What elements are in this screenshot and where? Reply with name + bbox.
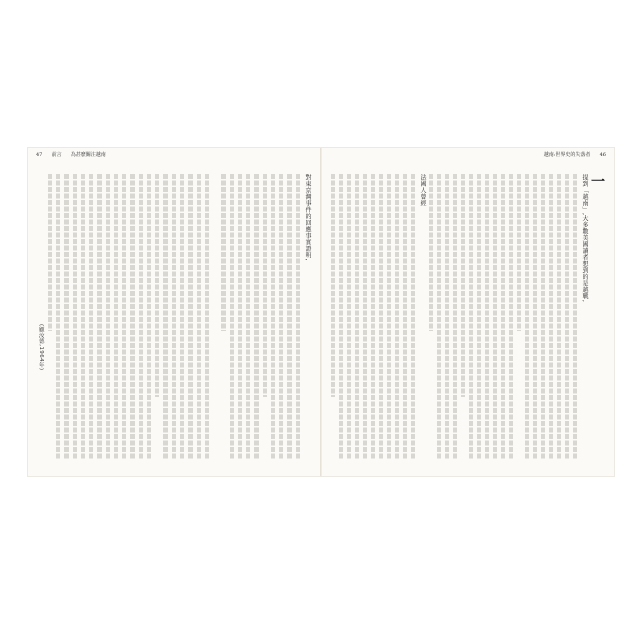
left-paragraph-1-start: 對東京灣事件的回應事實證明,: [304, 174, 311, 261]
text-line: [263, 174, 267, 397]
text-line: [188, 174, 192, 460]
text-line: [485, 174, 489, 460]
text-line: [429, 174, 433, 331]
text-line: [279, 174, 283, 460]
text-line: [493, 174, 497, 460]
left-running-head: [36, 152, 106, 158]
text-line: [509, 174, 513, 460]
text-line: [525, 174, 529, 460]
text-line: [114, 174, 118, 460]
text-line: [557, 174, 561, 460]
text-line: [246, 174, 250, 460]
text-line: [573, 174, 577, 460]
text-line: [139, 174, 143, 460]
text-line: [172, 174, 176, 460]
right-page: [321, 148, 614, 476]
right-running-head: [544, 152, 606, 158]
left-body-text: [38, 174, 310, 460]
text-line: [533, 174, 537, 460]
text-line: [89, 174, 93, 460]
text-line: [355, 174, 359, 460]
text-line: [230, 174, 234, 460]
text-line: [395, 174, 399, 460]
right-page-number: 46: [599, 152, 606, 158]
text-line: [296, 174, 300, 460]
text-line: [379, 174, 383, 460]
text-line: [461, 174, 465, 397]
text-line: [73, 174, 77, 460]
left-header-section: 前言: [51, 152, 62, 158]
right-body-text: [331, 174, 603, 460]
text-line: [371, 174, 375, 460]
text-line: [254, 174, 258, 460]
text-line: [81, 174, 85, 460]
text-line: [180, 174, 184, 460]
text-line: [469, 174, 473, 460]
text-line: [501, 174, 505, 460]
section-marker: 一: [589, 174, 605, 188]
text-line: [221, 174, 225, 331]
left-page-number: 47: [36, 152, 43, 158]
text-line: [271, 174, 275, 460]
left-page: [28, 148, 321, 476]
text-line: [130, 174, 134, 460]
text-line: [48, 174, 52, 331]
text-line: [453, 174, 457, 460]
text-line: [565, 174, 569, 460]
right-paragraph-1-start: 提到「越南」,大多數美國讀者想到的是越戰,: [581, 174, 588, 303]
right-header-title: 越南:世界史的失落者: [543, 152, 591, 158]
text-line: [106, 174, 110, 460]
text-line: [197, 174, 201, 460]
text-line: [287, 174, 291, 460]
text-line: [363, 174, 367, 460]
text-line: [387, 174, 391, 460]
text-line: [347, 174, 351, 460]
text-line: [122, 174, 126, 460]
right-paragraph-2-start: 法國人曾經: [419, 174, 426, 207]
text-line: [97, 174, 101, 460]
text-line: [517, 174, 521, 331]
text-line: [64, 174, 68, 460]
text-line: [339, 174, 343, 460]
text-line: [147, 174, 151, 460]
text-line: [155, 174, 159, 397]
text-line: [445, 174, 449, 460]
book-spread: [28, 148, 614, 476]
text-line: [477, 174, 481, 460]
text-line: [163, 174, 167, 460]
left-citation-note: (顧汝德,1964年): [37, 324, 44, 371]
text-line: [411, 174, 415, 460]
text-line: [541, 174, 545, 460]
text-line: [205, 174, 209, 460]
text-line: [549, 174, 553, 460]
text-line: [238, 174, 242, 460]
text-line: [56, 174, 60, 460]
text-line: [403, 174, 407, 460]
text-line: [437, 174, 441, 460]
text-line: [331, 174, 335, 397]
left-header-title: 為甚麼關注越南: [70, 152, 106, 158]
